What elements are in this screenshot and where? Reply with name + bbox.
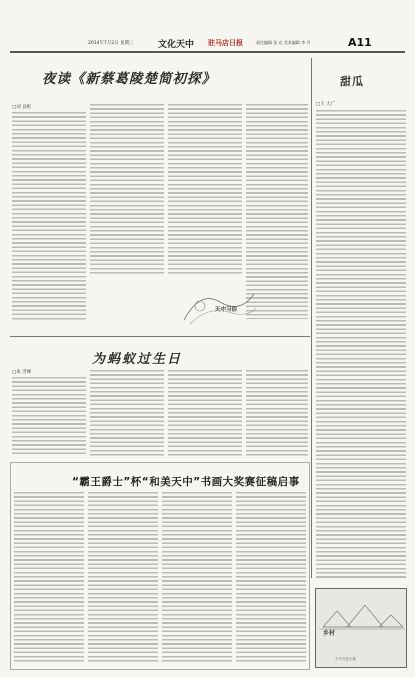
issue-date: 2014年7月2日 星期三 [88,41,134,46]
article3-text-col1 [12,377,86,457]
newspaper-logo: 驻马店日报 [208,39,243,47]
contest-text-col2 [88,492,158,664]
article1-text-col3 [168,104,242,274]
contest-text-col4 [236,492,306,664]
article3-title: 为蚂蚁过生日 [92,352,183,367]
article1-text-col1 [12,112,86,320]
section-title: 文化天中 [158,40,195,50]
contest-title: “霸王爵士”杯“和美天中”书画大奖赛征稿启事 [72,476,300,488]
corner-label: 乡村 [323,630,336,637]
page-header [0,36,415,50]
article3-byline: □朱 雪峰 [12,370,32,375]
horizontal-divider [10,336,310,337]
corner-subtitle: 天中文艺小展 [335,657,356,661]
article3-text-col4 [246,370,308,456]
illustration-label: 天中习俗 [215,307,238,313]
custom-illustration [180,280,258,328]
article2-byline: □王 大广 [316,102,336,107]
page-number: A11 [348,36,372,49]
article1-text-col2 [90,104,164,274]
contest-text-col1 [14,492,84,664]
header-rule [10,51,405,53]
article1-byline: □刘 良枢 [12,105,32,110]
article1-title: 夜读《新蔡葛陵楚简初探》 [42,71,216,87]
village-sketch-icon [317,593,407,633]
article3-text-col3 [168,370,242,456]
contest-text-col3 [162,492,232,664]
editors-line: 责任编辑 张 京 美术编辑 李 丹 [256,40,311,45]
article2-title: 甜瓜 [340,75,364,88]
article2-text [316,110,406,580]
column-divider [311,58,312,578]
article3-text-col2 [90,370,164,456]
